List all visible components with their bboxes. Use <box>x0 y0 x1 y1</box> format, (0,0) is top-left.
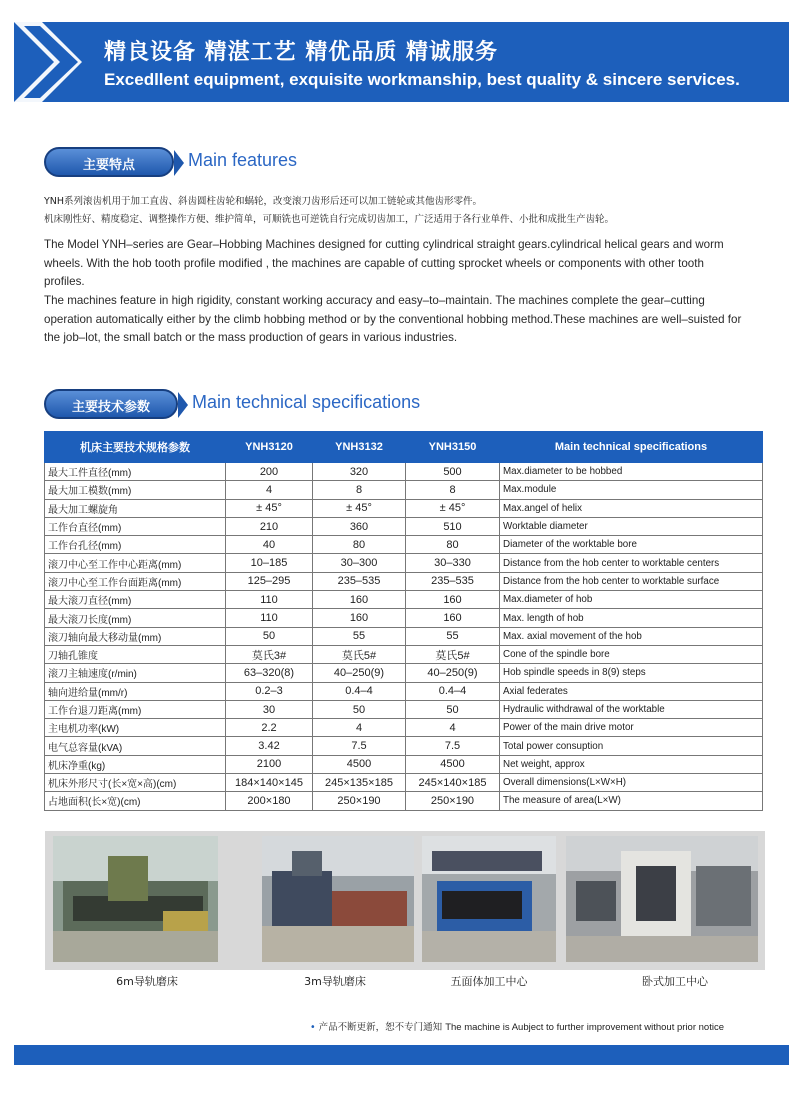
cell-ynh3132: 4 <box>313 719 406 737</box>
cell-param-en: Diameter of the worktable bore <box>500 536 763 554</box>
table-header-row <box>45 432 763 463</box>
cell-ynh3120: 莫氏3# <box>226 645 313 663</box>
cell-param-en: Hydraulic withdrawal of the worktable <box>500 700 763 718</box>
cell-param-en: Max. axial movement of the hob <box>500 627 763 645</box>
banner-title-en: Excedllent equipment, exquisite workmanship, best quality & sincere services. <box>104 70 740 89</box>
table-row <box>45 645 763 663</box>
table-row <box>45 792 763 810</box>
cell-ynh3132: 0.4–4 <box>313 682 406 700</box>
cell-ynh3150: 4 <box>406 719 500 737</box>
table-row <box>45 719 763 737</box>
cell-param-zh: 电气总容量(kVA) <box>45 737 226 755</box>
photo-five-face-machining-center <box>422 836 556 962</box>
cell-param-zh: 最大加工模数(mm) <box>45 481 226 499</box>
table-row <box>45 609 763 627</box>
cell-ynh3132: 360 <box>313 517 406 535</box>
cell-ynh3132: 80 <box>313 536 406 554</box>
cell-ynh3120: 2100 <box>226 755 313 773</box>
cell-param-zh: 占地面积(长×宽)(cm) <box>45 792 226 810</box>
cell-ynh3132: 50 <box>313 700 406 718</box>
caption-6m-guide-grinder: 6m导轨磨床 <box>116 975 178 988</box>
table-row <box>45 499 763 517</box>
machine-photo-icon <box>262 836 414 962</box>
cell-param-en: The measure of area(L×W) <box>500 792 763 810</box>
table-row <box>45 481 763 499</box>
table-row <box>45 554 763 572</box>
features-title: Main features <box>188 150 298 170</box>
specs-title: Main technical specifications <box>192 392 421 412</box>
table-row <box>45 700 763 718</box>
notice-zh: 产品不断更新，恕不专门通知 <box>318 1022 443 1033</box>
cell-param-zh: 工作台直径(mm) <box>45 517 226 535</box>
cell-ynh3150: 80 <box>406 536 500 554</box>
cell-param-en: Distance from the hob center to worktable surface <box>500 572 763 590</box>
cell-ynh3132: 160 <box>313 609 406 627</box>
cell-ynh3120: 200×180 <box>226 792 313 810</box>
table-row <box>45 755 763 773</box>
cell-ynh3150: 250×190 <box>406 792 500 810</box>
cell-ynh3132: 8 <box>313 481 406 499</box>
chevron-arrow-icon <box>14 22 104 102</box>
cell-ynh3120: 110 <box>226 591 313 609</box>
cell-ynh3150: 510 <box>406 517 500 535</box>
cell-ynh3132: 245×135×185 <box>313 774 406 792</box>
cell-ynh3150: 500 <box>406 463 500 481</box>
cell-ynh3150: 0.4–4 <box>406 682 500 700</box>
machine-photo-icon <box>422 836 556 962</box>
cell-ynh3120: 110 <box>226 609 313 627</box>
badge-arrow-icon <box>178 392 188 418</box>
cell-param-zh: 轴向进给量(mm/r) <box>45 682 226 700</box>
cell-ynh3150: 160 <box>406 609 500 627</box>
table-row <box>45 572 763 590</box>
cell-ynh3120: 3.42 <box>226 737 313 755</box>
cell-ynh3120: 0.2–3 <box>226 682 313 700</box>
table-row <box>45 463 763 481</box>
cell-ynh3150: 4500 <box>406 755 500 773</box>
cell-ynh3120: 4 <box>226 481 313 499</box>
caption-five-face-center: 五面体加工中心 <box>450 975 528 988</box>
cell-param-en: Max.diameter of hob <box>500 591 763 609</box>
cell-param-zh: 最大工件直径(mm) <box>45 463 226 481</box>
table-row <box>45 517 763 535</box>
cell-ynh3120: 30 <box>226 700 313 718</box>
features-zh-line-1: YNH系列滚齿机用于加工直齿、斜齿圆柱齿轮和蜗轮，改变滚刀齿形后还可以加工链轮或其他齿形零件。 <box>44 196 483 207</box>
caption-horizontal-center: 卧式加工中心 <box>642 975 708 988</box>
features-heading <box>44 147 344 179</box>
cell-param-zh: 滚刀主轴速度(r/min) <box>45 664 226 682</box>
cell-ynh3120: 200 <box>226 463 313 481</box>
features-badge: 主要特点 <box>44 147 174 177</box>
cell-param-zh: 滚刀中心至工作台面距离(mm) <box>45 572 226 590</box>
cell-ynh3132: 7.5 <box>313 737 406 755</box>
table-row <box>45 774 763 792</box>
cell-ynh3120: 125–295 <box>226 572 313 590</box>
table-row <box>45 591 763 609</box>
caption-3m-guide-grinder: 3m导轨磨床 <box>304 975 366 988</box>
bullet-icon: • <box>310 1022 316 1033</box>
cell-param-zh: 工作台孔径(mm) <box>45 536 226 554</box>
cell-param-zh: 机床净重(kg) <box>45 755 226 773</box>
cell-param-en: Max. length of hob <box>500 609 763 627</box>
cell-param-en: Distance from the hob center to worktable centers <box>500 554 763 572</box>
cell-ynh3132: 55 <box>313 627 406 645</box>
notice-line <box>310 1019 724 1033</box>
header-param-en: Main technical specifications <box>500 432 763 463</box>
cell-ynh3120: 184×140×145 <box>226 774 313 792</box>
cell-ynh3120: 40 <box>226 536 313 554</box>
photo-strip <box>45 831 765 970</box>
table-row <box>45 664 763 682</box>
cell-param-en: Max.diameter to be hobbed <box>500 463 763 481</box>
cell-param-zh: 主电机功率(kW) <box>45 719 226 737</box>
machine-photo-icon <box>566 836 758 962</box>
cell-ynh3120: 63–320(8) <box>226 664 313 682</box>
cell-param-en: Overall dimensions(L×W×H) <box>500 774 763 792</box>
spec-table-body <box>45 463 763 811</box>
cell-param-zh: 最大滚刀长度(mm) <box>45 609 226 627</box>
header-banner <box>14 22 789 102</box>
cell-ynh3150: ± 45° <box>406 499 500 517</box>
table-row <box>45 536 763 554</box>
header-ynh3132: YNH3132 <box>313 432 406 463</box>
features-en-paragraph-2: The machines feature in high rigidity, constant working accuracy and easy–to–maintain. The machines complete the gear–cutting operation automatically either by the climb hobbing method or by the conventional hobbing method.These machines are well–suisted for the job–lot, the small batch or the mass production of gears in various industries. <box>44 294 742 344</box>
cell-ynh3120: 50 <box>226 627 313 645</box>
cell-param-zh: 机床外形尺寸(长×宽×高)(cm) <box>45 774 226 792</box>
cell-param-en: Total power consuption <box>500 737 763 755</box>
cell-param-en: Net weight, approx <box>500 755 763 773</box>
cell-param-en: Power of the main drive motor <box>500 719 763 737</box>
cell-param-en: Axial federates <box>500 682 763 700</box>
photo-6m-guide-grinder <box>53 836 218 962</box>
cell-param-zh: 工作台退刀距离(mm) <box>45 700 226 718</box>
cell-param-en: Max.angel of helix <box>500 499 763 517</box>
table-row <box>45 737 763 755</box>
cell-param-zh: 最大滚刀直径(mm) <box>45 591 226 609</box>
cell-ynh3132: 160 <box>313 591 406 609</box>
cell-ynh3150: 30–330 <box>406 554 500 572</box>
cell-ynh3120: 10–185 <box>226 554 313 572</box>
cell-ynh3132: 320 <box>313 463 406 481</box>
cell-ynh3120: 210 <box>226 517 313 535</box>
cell-param-zh: 刀轴孔锥度 <box>45 645 226 663</box>
features-zh-line-2: 机床刚性好、精度稳定、调整操作方便、维护简单，可顺铣也可逆铣自行完成切齿加工，广泛适用于各行业单件、小批和成批生产齿轮。 <box>44 214 615 225</box>
cell-ynh3132: 250×190 <box>313 792 406 810</box>
cell-ynh3150: 莫氏5# <box>406 645 500 663</box>
cell-ynh3120: 2.2 <box>226 719 313 737</box>
machine-photo-icon <box>53 836 218 962</box>
cell-ynh3150: 40–250(9) <box>406 664 500 682</box>
cell-param-en: Cone of the spindle bore <box>500 645 763 663</box>
header-param-zh: 机床主要技术规格参数 <box>45 432 226 463</box>
cell-ynh3150: 245×140×185 <box>406 774 500 792</box>
cell-ynh3150: 50 <box>406 700 500 718</box>
cell-ynh3132: 40–250(9) <box>313 664 406 682</box>
cell-param-zh: 滚刀中心至工作中心距离(mm) <box>45 554 226 572</box>
header-ynh3150: YNH3150 <box>406 432 500 463</box>
footer-bar <box>14 1045 789 1065</box>
cell-ynh3132: ± 45° <box>313 499 406 517</box>
cell-param-en: Max.module <box>500 481 763 499</box>
cell-param-zh: 滚刀轴向最大移动量(mm) <box>45 627 226 645</box>
specs-badge: 主要技术参数 <box>44 389 178 419</box>
cell-ynh3120: ± 45° <box>226 499 313 517</box>
table-row <box>45 627 763 645</box>
cell-param-en: Worktable diameter <box>500 517 763 535</box>
cell-ynh3150: 55 <box>406 627 500 645</box>
cell-ynh3132: 235–535 <box>313 572 406 590</box>
notice-en: The machine is Aubject to further improvement without prior notice <box>445 1022 724 1033</box>
specs-heading <box>44 389 484 421</box>
cell-param-zh: 最大加工螺旋角 <box>45 499 226 517</box>
cell-ynh3132: 30–300 <box>313 554 406 572</box>
cell-param-en: Hob spindle speeds in 8(9) steps <box>500 664 763 682</box>
photo-3m-guide-grinder <box>262 836 414 962</box>
header-ynh3120: YNH3120 <box>226 432 313 463</box>
banner-title-zh: 精良设备 精湛工艺 精优品质 精诚服务 <box>104 40 498 65</box>
table-row <box>45 682 763 700</box>
photo-horizontal-machining-center <box>566 836 758 962</box>
cell-ynh3150: 235–535 <box>406 572 500 590</box>
cell-ynh3132: 莫氏5# <box>313 645 406 663</box>
badge-arrow-icon <box>174 150 184 176</box>
features-en-paragraph-1: The Model YNH–series are Gear–Hobbing Machines designed for cutting cylindrical straight gears.cylindrical helical gears and worm wheels. With the hob tooth profile modified , the machines are capable of cutting sprocket wheels or components with other tooth profiles. <box>44 238 724 288</box>
cell-ynh3132: 4500 <box>313 755 406 773</box>
cell-ynh3150: 7.5 <box>406 737 500 755</box>
spec-table <box>44 431 763 811</box>
cell-ynh3150: 8 <box>406 481 500 499</box>
cell-ynh3150: 160 <box>406 591 500 609</box>
